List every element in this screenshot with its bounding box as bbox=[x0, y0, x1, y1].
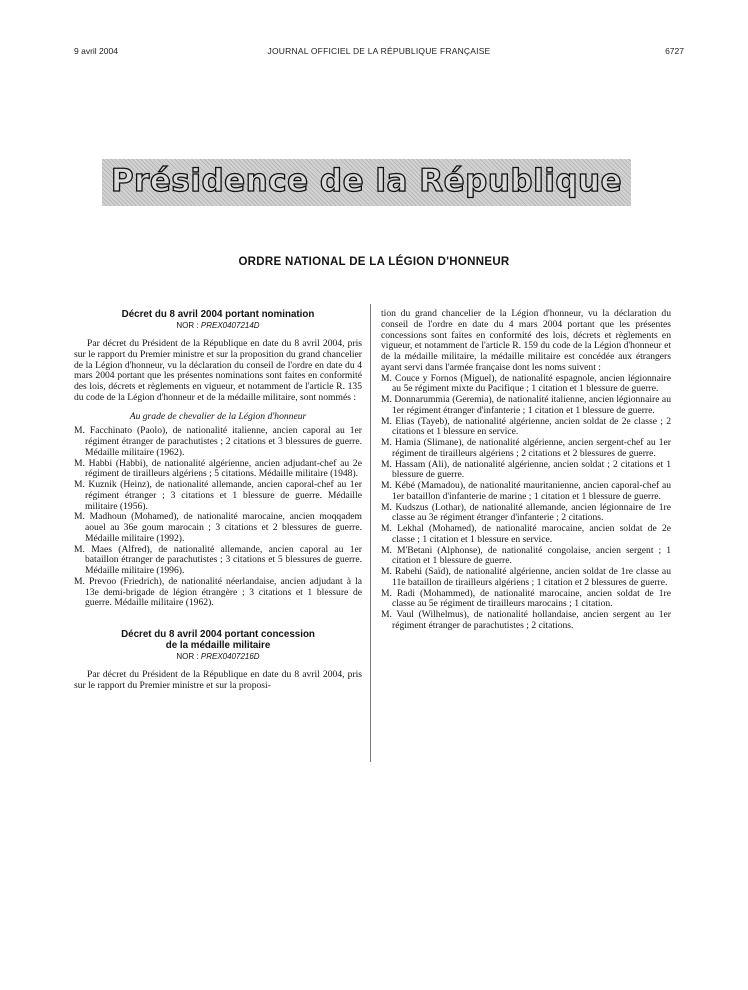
recipient-entry: M. Radi (Mohammed), de nationalité marocaine, ancien soldat de 1re classe au 5e régiment de tirailleurs marocains ; 1 citation. bbox=[381, 587, 671, 610]
journal-title: JOURNAL OFFICIEL DE LA RÉPUBLIQUE FRANÇAISE bbox=[267, 46, 491, 56]
decree2-intro-continued: tion du grand chancelier de la Légion d'honneur, vu la déclaration du conseil de l'ordre en date du 4 mars 2004 portant que les présentes concessions sont faites en conformité des lois, décrets et règlements en vigueur, et notamment de l'article R. 159 du code de la Légion d'honneur et de la médaille militaire, la médaille militaire est concédée aux étrangers ayant servi dans l'armée française dont les noms suivent : bbox=[381, 308, 671, 373]
section-banner bbox=[102, 159, 631, 206]
decree2-nor-label: NOR : bbox=[176, 652, 199, 661]
decree1-intro: Par décret du Président de la République en date du 8 avril 2004, pris sur le rapport du Premier ministre et sur la proposition du grand chancelier de la Légion d'honneur, vu la déclaration du conseil de l'ordre en date du 4 mars 2004 portant que les présentes nominations sont faites en conformité des lois, décrets et règlements en vigueur, et notamment de l'article R. 135 du code de la Légion d'honneur et de la médaille militaire, sont nommés : bbox=[74, 338, 362, 403]
decree1-nor-label: NOR : bbox=[176, 321, 199, 330]
decree2-title-line2: de la médaille militaire bbox=[165, 640, 271, 651]
decree2-intro-start: Par décret du Président de la République en date du 8 avril 2004, pris sur le rapport du Premier ministre et sur la proposi- bbox=[74, 669, 362, 691]
recipient-entry: M. Couce y Fornos (Miguel), de nationalité espagnole, ancien légionnaire au 5e régiment mixte du Pacifique ; 1 citation et 1 blessure de guerre. bbox=[381, 372, 671, 395]
recipient-entry: M. Vaul (Wilhelmus), de nationalité hollandaise, ancien sergent au 1er régiment étranger de parachutistes ; 2 citations. bbox=[381, 609, 671, 631]
nominee-entry: M. Habbi (Habbi), de nationalité algérienne, ancien adjudant-chef au 2e régiment de tirailleurs algériens ; 5 citations. Médaille militaire (1948). bbox=[74, 457, 362, 480]
recipient-entry: M. M'Betani (Alphonse), de nationalité congolaise, ancien sergent ; 1 citation et 1 blessure de guerre. bbox=[381, 544, 671, 567]
column-divider bbox=[370, 304, 371, 762]
recipient-entry: M. Elias (Tayeb), de nationalité algérienne, ancien soldat de 2e classe ; 2 citations et 1 blessure en service. bbox=[381, 415, 671, 438]
decree2-title-line1: Décret du 8 avril 2004 portant concession bbox=[121, 629, 315, 640]
nominee-entry: M. Madhoun (Mohamed), de nationalité marocaine, ancien moqqadem aouel au 36e goum marocain ; 3 citations et 2 blessures de guerre. Médaille militaire (1992). bbox=[74, 511, 362, 544]
recipient-entry: M. Lekhal (Mohamed), de nationalité marocaine, ancien soldat de 2e classe ; 1 citation et 1 blessure en service. bbox=[381, 523, 671, 545]
recipient-entry: M. Hassam (Ali), de nationalité algérienne, ancien soldat ; 2 citations et 1 blessure de guerre. bbox=[381, 458, 671, 481]
banner-title: Présidence de la République bbox=[110, 163, 623, 199]
left-column bbox=[74, 309, 362, 692]
recipient-entry: M. Kudszus (Lothar), de nationalité allemande, ancien légionnaire de 1re classe au 3e régiment étranger d'infanterie ; 2 citations. bbox=[381, 501, 671, 524]
decree1-title: Décret du 8 avril 2004 portant nomination bbox=[121, 309, 315, 320]
page-number: 6727 bbox=[665, 46, 684, 56]
nominee-entry: M. Facchinato (Paolo), de nationalité italienne, ancien caporal au 1er régiment étranger de parachutistes ; 2 citations et 3 blessures de guerre. Médaille militaire (1962). bbox=[74, 425, 362, 458]
right-column bbox=[381, 309, 671, 632]
issue-date: 9 avril 2004 bbox=[74, 46, 118, 56]
decree1-grade: Au grade de chevalier de la Légion d'honneur bbox=[129, 410, 307, 422]
page-header bbox=[74, 46, 684, 60]
nominee-entry: M. Kuznik (Heinz), de nationalité allemande, ancien caporal-chef au 1er régiment étranger ; 3 citations et 1 blessure de guerre. Médaille militaire (1956). bbox=[74, 479, 362, 512]
nominee-entry: M. Prevoo (Friedrich), de nationalité néerlandaise, ancien adjudant à la 13e demi-brigade de légion étrangère ; 3 citations et 1 blessure de guerre. Médaille militaire (1962). bbox=[74, 575, 362, 609]
section-heading: ORDRE NATIONAL DE LA LÉGION D'HONNEUR bbox=[238, 256, 510, 268]
recipient-entry: M. Hamia (Slimane), de nationalité algérienne, ancien sergent-chef au 1er régiment de tirailleurs algériens ; 2 citations et 2 blessures de guerre. bbox=[381, 437, 671, 459]
decree2-nor-code: PREX0407216D bbox=[200, 652, 260, 661]
recipient-entry: M. Rabehi (Saïd), de nationalité algérienne, ancien soldat de 1re classe au 11e bataillon de tirailleurs algériens ; 1 citation et 2 blessures de guerre. bbox=[381, 566, 671, 588]
decree2-nor bbox=[74, 651, 362, 662]
recipient-entry: M. Donnarummia (Geremia), de nationalité italienne, ancien légionnaire au 1er régiment étranger d'infanterie ; 1 citation et 1 blessure de guerre. bbox=[381, 394, 671, 416]
nominee-entry: M. Maes (Alfred), de nationalité allemande, ancien caporal au 1er bataillon étranger de parachutistes ; 3 citations et 5 blessures de guerre. Médaille militaire (1996). bbox=[74, 543, 362, 576]
decree1-nor-code: PREX0407214D bbox=[200, 321, 260, 330]
decree1-nor bbox=[74, 320, 362, 331]
recipient-entry: M. Kébé (Mamadou), de nationalité mauritanienne, ancien caporal-chef au 1er bataillon d'infanterie de marine ; 1 citation et 1 blessure de guerre. bbox=[381, 480, 671, 502]
